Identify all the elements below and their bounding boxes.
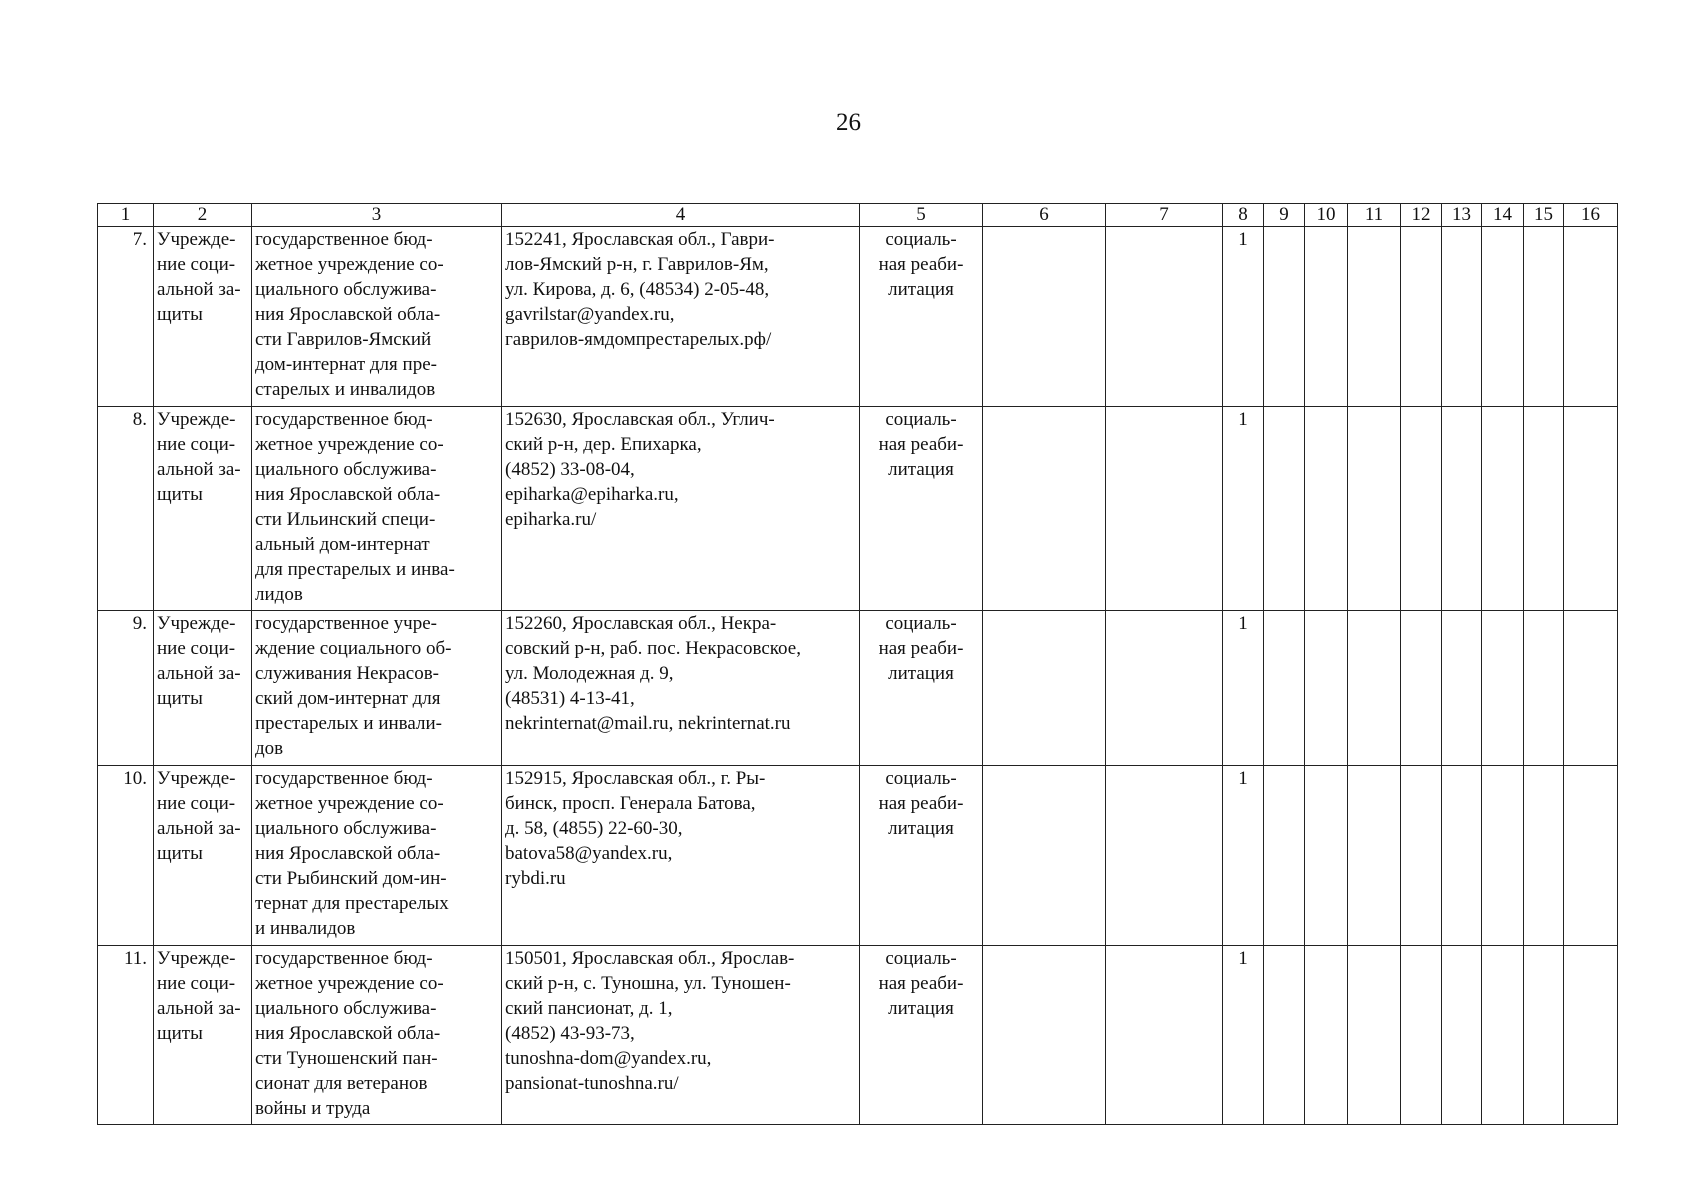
cell-col9 — [1264, 227, 1305, 407]
cell-col16 — [1564, 407, 1618, 611]
cell-col10 — [1305, 407, 1348, 611]
cell-col8: 1 — [1223, 766, 1264, 946]
cell-col6 — [983, 227, 1106, 407]
cell-col13 — [1442, 611, 1482, 766]
cell-col13 — [1442, 946, 1482, 1125]
column-header: 4 — [502, 204, 860, 227]
cell-col9 — [1264, 611, 1305, 766]
cell-col13 — [1442, 227, 1482, 407]
institution-type: Учрежде- ние соци- альной за- щиты — [154, 946, 252, 1125]
service-type: социаль- ная реаби- литация — [860, 611, 983, 766]
cell-col16 — [1564, 611, 1618, 766]
service-type: социаль- ная реаби- литация — [860, 946, 983, 1125]
institution-address: 152241, Ярославская обл., Гаври- лов-Ямский р-н, г. Гаврилов-Ям, ул. Кирова, д. 6, (48534) 2-05-48, gavrilstar@yandex.ru, гаврилов-ямдомпрестарелых.рф/ — [502, 227, 860, 407]
cell-col14 — [1482, 227, 1524, 407]
cell-col12 — [1401, 946, 1442, 1125]
table-row — [98, 766, 1618, 946]
cell-col6 — [983, 766, 1106, 946]
institution-name: государственное бюд- жетное учреждение со- циального обслужива- ния Ярославской обла- сти Гаврилов-Ямский дом-интернат для пре- старелых и инвалидов — [252, 227, 502, 407]
cell-col8: 1 — [1223, 227, 1264, 407]
cell-col10 — [1305, 611, 1348, 766]
service-type: социаль- ная реаби- литация — [860, 766, 983, 946]
institution-type: Учрежде- ние соци- альной за- щиты — [154, 611, 252, 766]
cell-col9 — [1264, 407, 1305, 611]
cell-col12 — [1401, 766, 1442, 946]
cell-col16 — [1564, 766, 1618, 946]
institution-type: Учрежде- ние соци- альной за- щиты — [154, 227, 252, 407]
column-header: 5 — [860, 204, 983, 227]
cell-col12 — [1401, 227, 1442, 407]
institution-address: 150501, Ярославская обл., Ярослав- ский р-н, с. Туношна, ул. Туношен- ский пансионат, д. 1, (4852) 43-93-73, tunoshna-dom@yandex.ru, pansionat-tunoshna.ru/ — [502, 946, 860, 1125]
institution-address: 152260, Ярославская обл., Некра- совский р-н, раб. пос. Некрасовское, ул. Молодежная д. 9, (48531) 4-13-41, nekrinternat@mail.ru, nekrinternat.ru — [502, 611, 860, 766]
row-number: 9. — [98, 611, 154, 766]
column-header: 12 — [1401, 204, 1442, 227]
column-header: 10 — [1305, 204, 1348, 227]
cell-col13 — [1442, 766, 1482, 946]
cell-col6 — [983, 946, 1106, 1125]
cell-col14 — [1482, 766, 1524, 946]
cell-col12 — [1401, 611, 1442, 766]
column-header: 16 — [1564, 204, 1618, 227]
cell-col12 — [1401, 407, 1442, 611]
cell-col11 — [1348, 946, 1401, 1125]
row-number: 10. — [98, 766, 154, 946]
institution-address: 152630, Ярославская обл., Углич- ский р-н, дер. Епихарка, (4852) 33-08-04, epiharka@epiharka.ru, epiharka.ru/ — [502, 407, 860, 611]
institution-type: Учрежде- ние соци- альной за- щиты — [154, 407, 252, 611]
column-header: 11 — [1348, 204, 1401, 227]
cell-col10 — [1305, 227, 1348, 407]
table-row — [98, 611, 1618, 766]
column-header: 14 — [1482, 204, 1524, 227]
cell-col7 — [1106, 227, 1223, 407]
cell-col9 — [1264, 946, 1305, 1125]
cell-col15 — [1524, 611, 1564, 766]
row-number: 11. — [98, 946, 154, 1125]
cell-col7 — [1106, 766, 1223, 946]
cell-col9 — [1264, 766, 1305, 946]
cell-col11 — [1348, 227, 1401, 407]
institution-name: государственное бюд- жетное учреждение со- циального обслужива- ния Ярославской обла- сти Туношенский пан- сионат для ветеранов войны и труда — [252, 946, 502, 1125]
column-header: 6 — [983, 204, 1106, 227]
column-header: 8 — [1223, 204, 1264, 227]
column-header: 15 — [1524, 204, 1564, 227]
cell-col15 — [1524, 946, 1564, 1125]
cell-col15 — [1524, 766, 1564, 946]
cell-col6 — [983, 611, 1106, 766]
institution-address: 152915, Ярославская обл., г. Ры- бинск, просп. Генерала Батова, д. 58, (4855) 22-60-30, batova58@yandex.ru, rybdi.ru — [502, 766, 860, 946]
institution-name: государственное бюд- жетное учреждение со- циального обслужива- ния Ярославской обла- сти Рыбинский дом-ин- тернат для престарелых и инвалидов — [252, 766, 502, 946]
cell-col8: 1 — [1223, 946, 1264, 1125]
cell-col14 — [1482, 407, 1524, 611]
table-row — [98, 407, 1618, 611]
service-type: социаль- ная реаби- литация — [860, 227, 983, 407]
cell-col7 — [1106, 946, 1223, 1125]
column-header: 7 — [1106, 204, 1223, 227]
header-row — [98, 204, 1618, 227]
service-type: социаль- ная реаби- литация — [860, 407, 983, 611]
row-number: 7. — [98, 227, 154, 407]
cell-col7 — [1106, 407, 1223, 611]
cell-col11 — [1348, 407, 1401, 611]
column-header: 13 — [1442, 204, 1482, 227]
cell-col8: 1 — [1223, 611, 1264, 766]
table-row — [98, 227, 1618, 407]
column-header: 3 — [252, 204, 502, 227]
cell-col13 — [1442, 407, 1482, 611]
cell-col16 — [1564, 946, 1618, 1125]
row-number: 8. — [98, 407, 154, 611]
facilities-table — [97, 203, 1618, 1125]
column-header: 9 — [1264, 204, 1305, 227]
cell-col14 — [1482, 611, 1524, 766]
cell-col15 — [1524, 227, 1564, 407]
cell-col14 — [1482, 946, 1524, 1125]
cell-col16 — [1564, 227, 1618, 407]
column-header: 1 — [98, 204, 154, 227]
cell-col10 — [1305, 766, 1348, 946]
institution-name: государственное учре- ждение социального об- служивания Некрасов- ский дом-интернат для престарелых и инвали- дов — [252, 611, 502, 766]
cell-col11 — [1348, 766, 1401, 946]
cell-col15 — [1524, 407, 1564, 611]
page-number: 26 — [836, 109, 861, 136]
institution-name: государственное бюд- жетное учреждение со- циального обслужива- ния Ярославской обла- сти Ильинский специ- альный дом-интернат для престарелых и инва- лидов — [252, 407, 502, 611]
table-row — [98, 946, 1618, 1125]
cell-col8: 1 — [1223, 407, 1264, 611]
institution-type: Учрежде- ние соци- альной за- щиты — [154, 766, 252, 946]
cell-col10 — [1305, 946, 1348, 1125]
column-header: 2 — [154, 204, 252, 227]
cell-col11 — [1348, 611, 1401, 766]
cell-col6 — [983, 407, 1106, 611]
cell-col7 — [1106, 611, 1223, 766]
